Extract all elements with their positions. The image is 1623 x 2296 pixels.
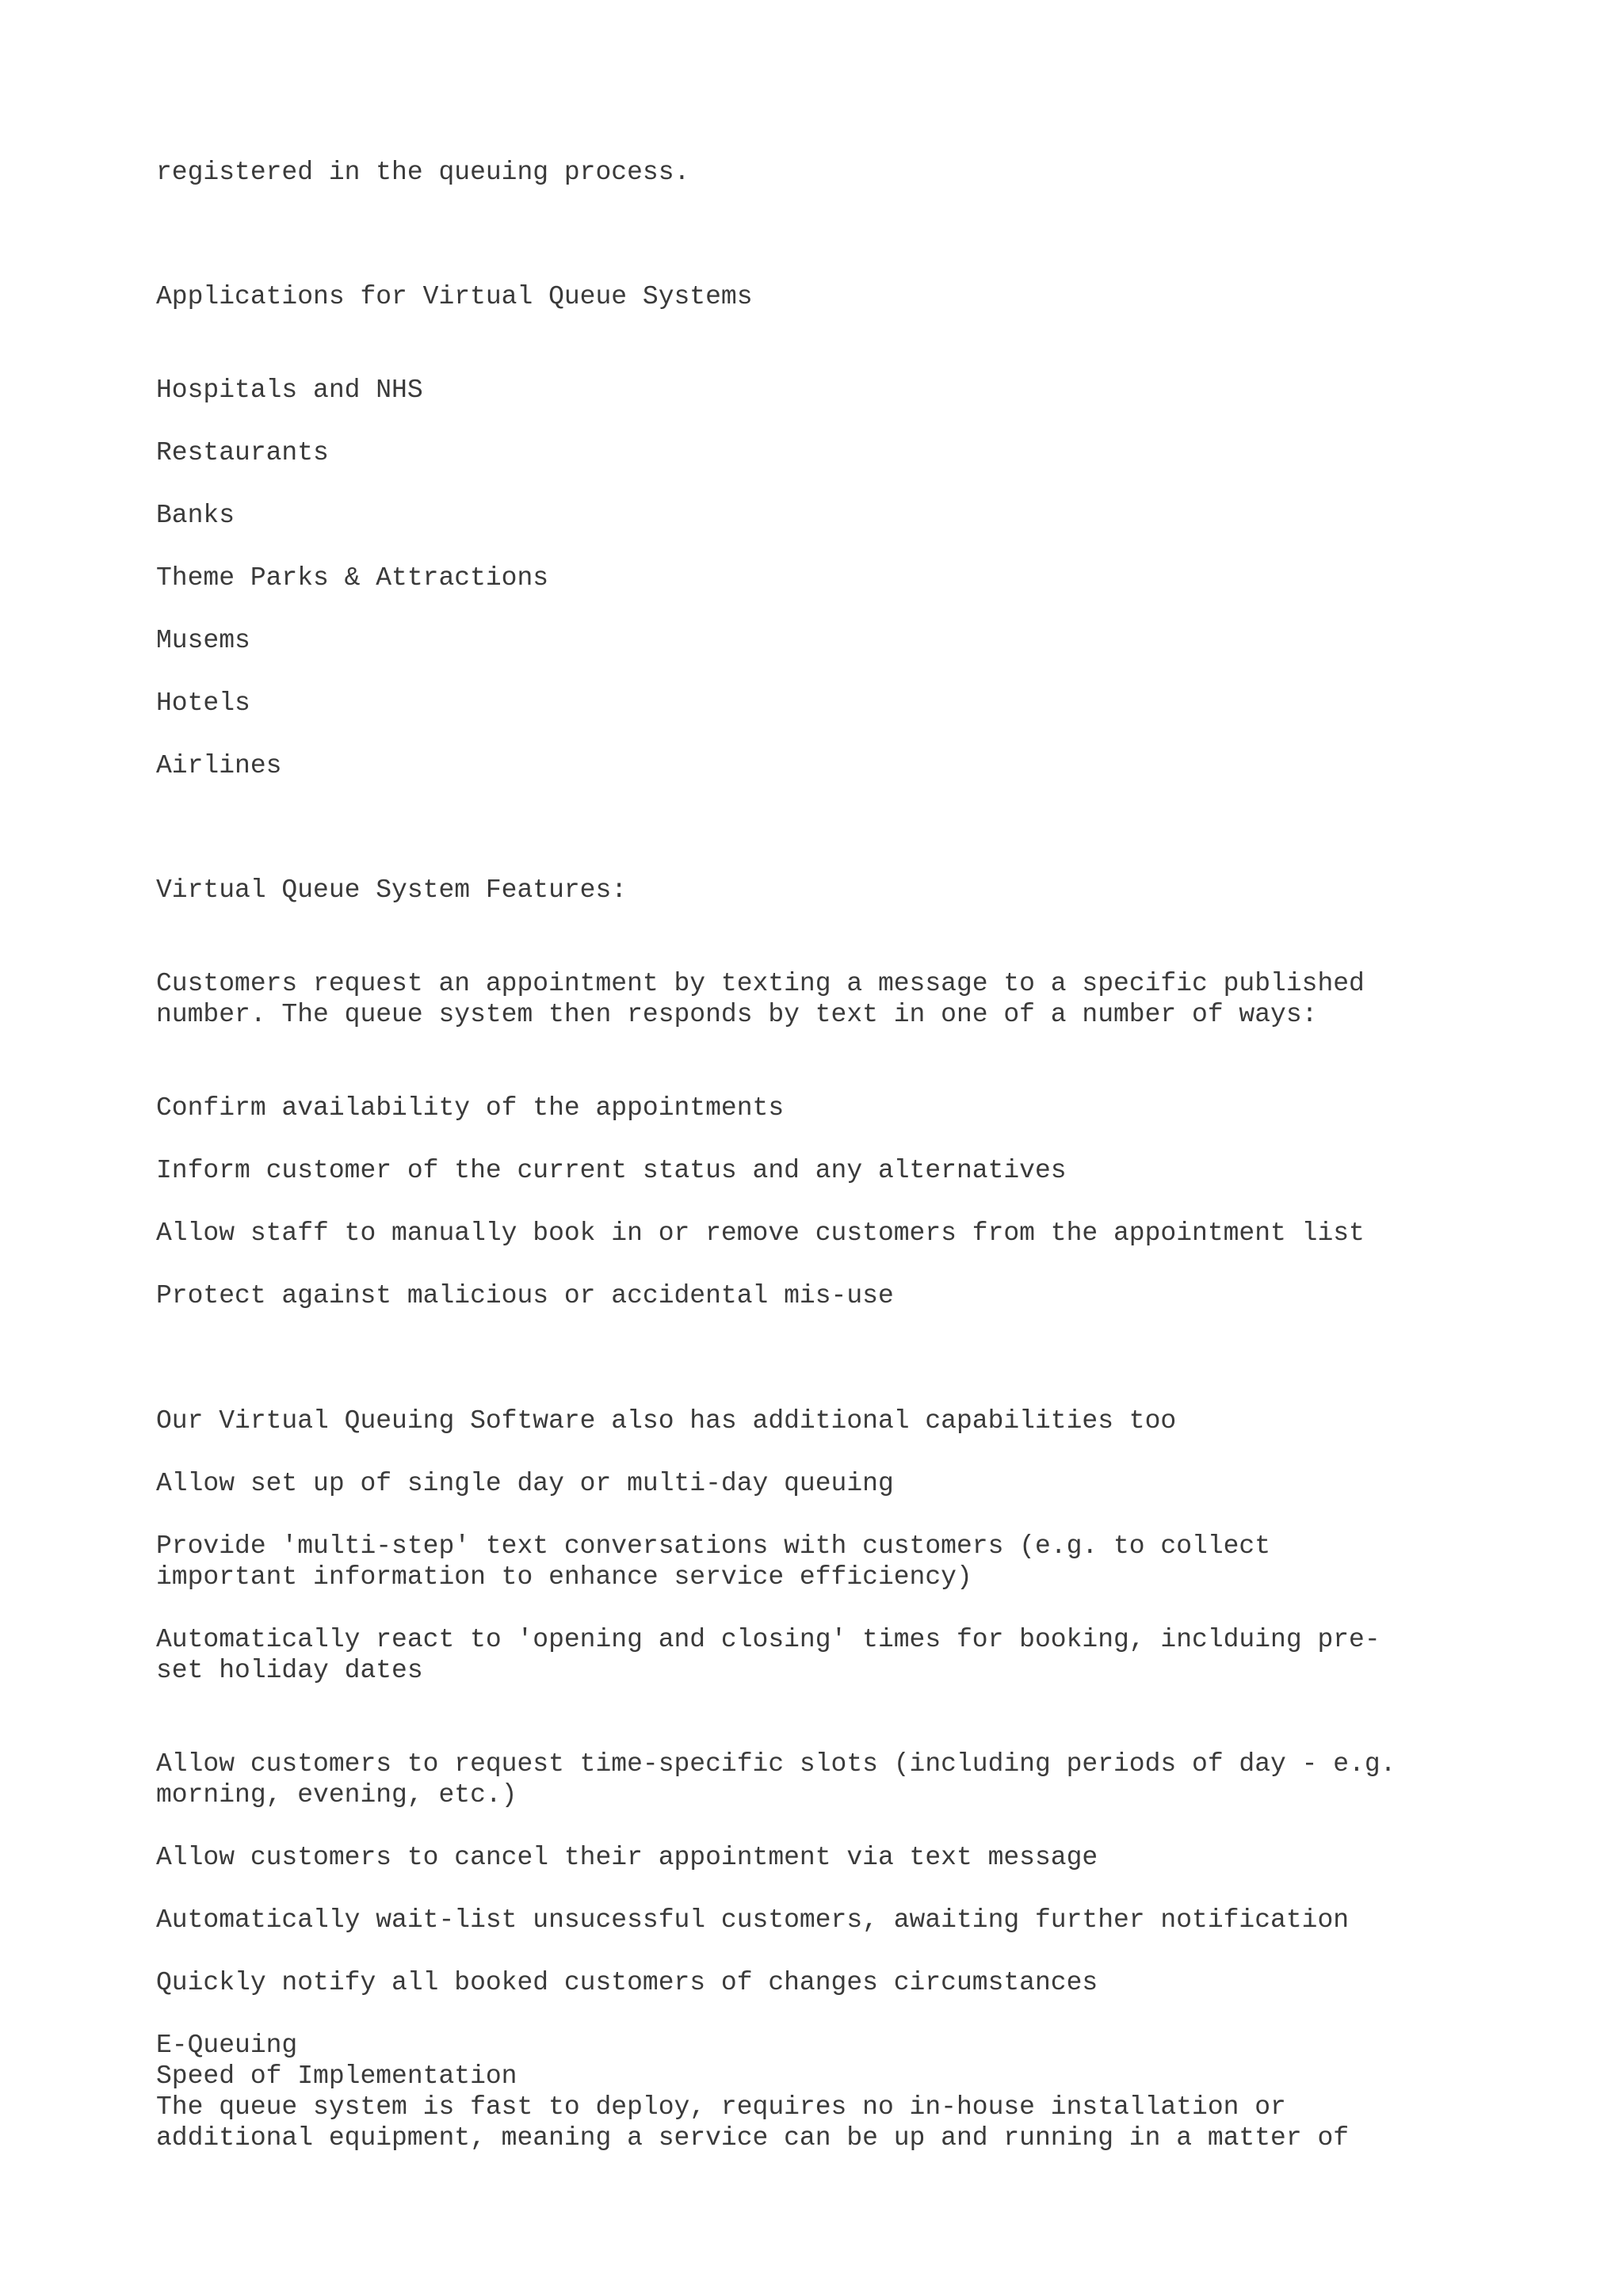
- list-item: Protect against malicious or accidental mis-use: [156, 1281, 894, 1310]
- list-item: Airlines: [156, 751, 282, 780]
- paragraph-line: number. The queue system then responds by text in one of a number of ways:: [156, 1000, 1318, 1029]
- list-item: Confirm availability of the appointments: [156, 1093, 785, 1123]
- list-item: Musems: [156, 626, 250, 655]
- list-item: important information to enhance service efficiency): [156, 1562, 972, 1592]
- list-item: Hotels: [156, 688, 250, 718]
- list-item: Allow set up of single day or multi-day queuing: [156, 1469, 894, 1498]
- list-item: morning, evening, etc.): [156, 1780, 517, 1810]
- paragraph-line: Customers request an appointment by texting a message to a specific published: [156, 969, 1365, 998]
- section-heading: E-Queuing: [156, 2031, 298, 2060]
- text-line: registered in the queuing process.: [156, 158, 690, 187]
- list-item: Restaurants: [156, 438, 329, 467]
- list-item: Theme Parks & Attractions: [156, 563, 549, 593]
- list-item: set holiday dates: [156, 1656, 423, 1685]
- list-item: Inform customer of the current status and any alternatives: [156, 1156, 1067, 1185]
- list-item: Banks: [156, 501, 235, 530]
- subheading: Speed of Implementation: [156, 2061, 517, 2091]
- list-item: Allow staff to manually book in or remove customers from the appointment list: [156, 1219, 1365, 1248]
- paragraph-line: The queue system is fast to deploy, requires no in-house installation or: [156, 2092, 1286, 2122]
- list-item: Quickly notify all booked customers of changes circumstances: [156, 1968, 1098, 1997]
- paragraph-line: additional equipment, meaning a service can be up and running in a matter of: [156, 2123, 1350, 2153]
- section-heading: Virtual Queue System Features:: [156, 875, 628, 905]
- list-item: Automatically wait-list unsucessful customers, awaiting further notification: [156, 1905, 1350, 1935]
- list-item: Allow customers to request time-specific slots (including periods of day - e.g.: [156, 1749, 1396, 1779]
- section-heading: Our Virtual Queuing Software also has additional capabilities too: [156, 1406, 1177, 1436]
- section-heading: Applications for Virtual Queue Systems: [156, 282, 753, 311]
- list-item: Automatically react to 'opening and closing' times for booking, inclduing pre-: [156, 1625, 1381, 1654]
- list-item: Hospitals and NHS: [156, 376, 423, 405]
- list-item: Provide 'multi-step' text conversations with customers (e.g. to collect: [156, 1531, 1271, 1561]
- list-item: Allow customers to cancel their appointment via text message: [156, 1843, 1098, 1872]
